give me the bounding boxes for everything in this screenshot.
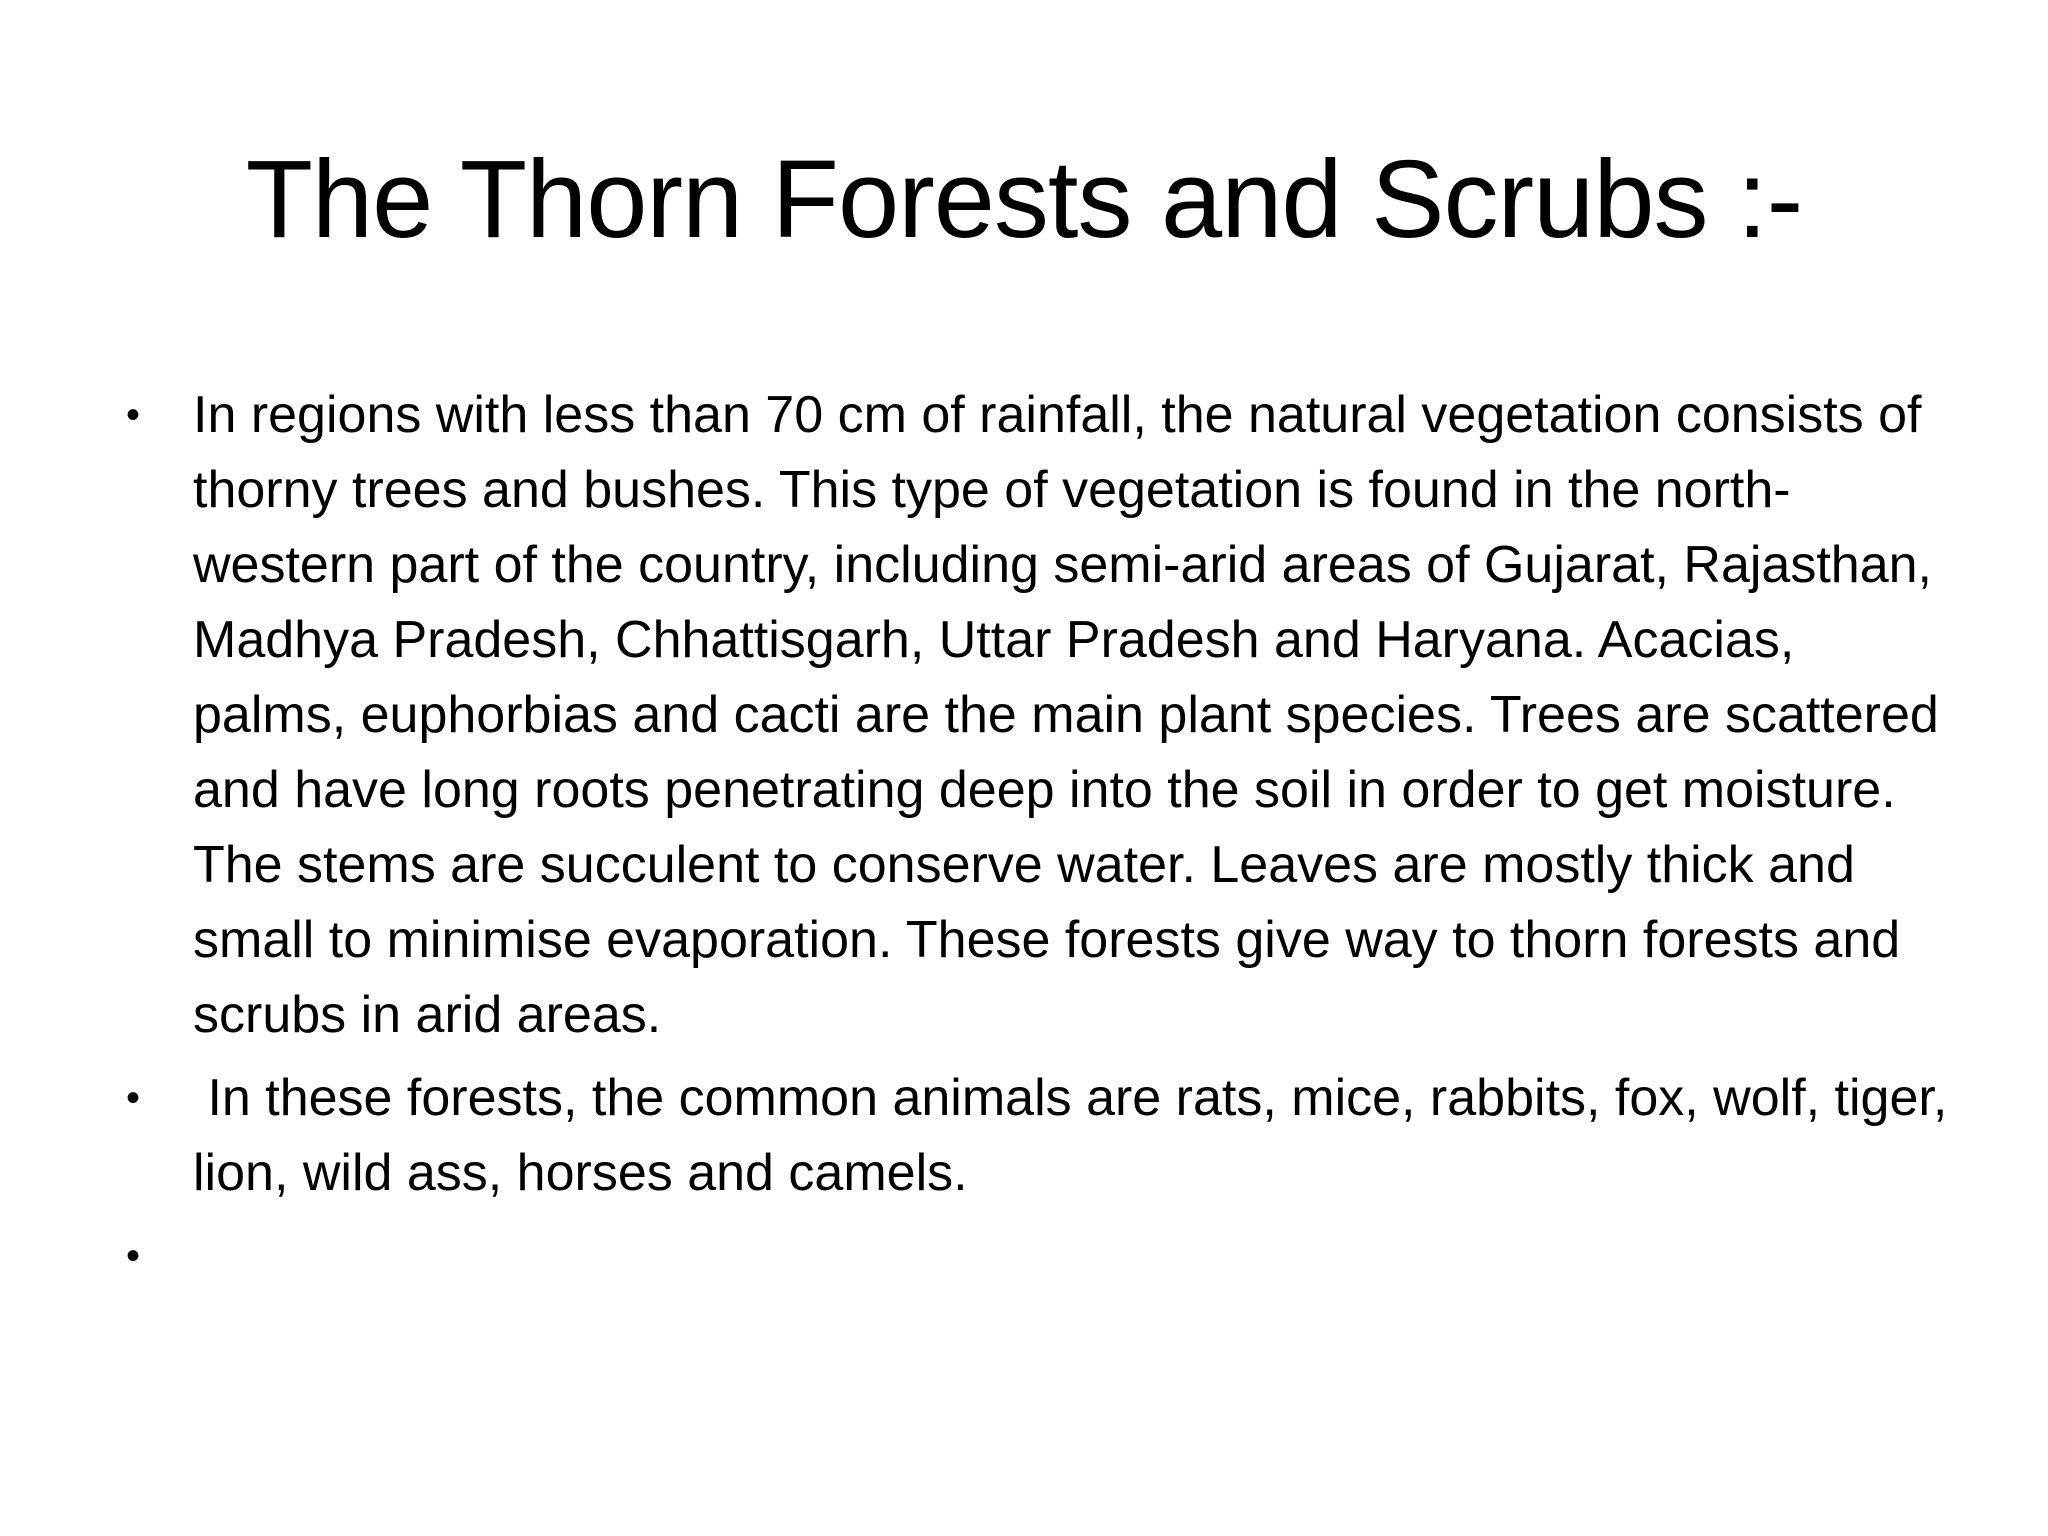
slide-title: The Thorn Forests and Scrubs :- bbox=[245, 138, 1803, 261]
bullet-icon: • bbox=[126, 393, 141, 437]
bullet-icon: • bbox=[126, 1234, 141, 1278]
bullet-text: In regions with less than 70 cm of rainfall, the natural vegetation consists of thorny trees and bushes. This type of vegetation is found in the north-western part of the country, including semi-arid areas of Gujarat, Rajasthan, Madhya Pradesh, Chhattisgarh, Uttar Pradesh and Haryana. Acacias, palms, euphorbias and cacti are the main plant species. Trees are scattered and have long roots penetrating deep into the soil in order to get moisture. The stems are succulent to conserve water. Leaves are mostly thick and small to minimise evaporation. These forests give way to thorn forests and scrubs in arid areas. bbox=[193, 386, 1939, 1044]
bullet-item-1 bbox=[118, 378, 1948, 1053]
bullet-item-2 bbox=[118, 1061, 1962, 1211]
bullet-list bbox=[118, 378, 1962, 1302]
bullet-text: In these forests, the common animals are rats, mice, rabbits, fox, wolf, tiger, lion, wild ass, horses and camels. bbox=[193, 1069, 1962, 1202]
bullet-item-3 bbox=[118, 1219, 1948, 1294]
bullet-icon: • bbox=[126, 1076, 141, 1120]
